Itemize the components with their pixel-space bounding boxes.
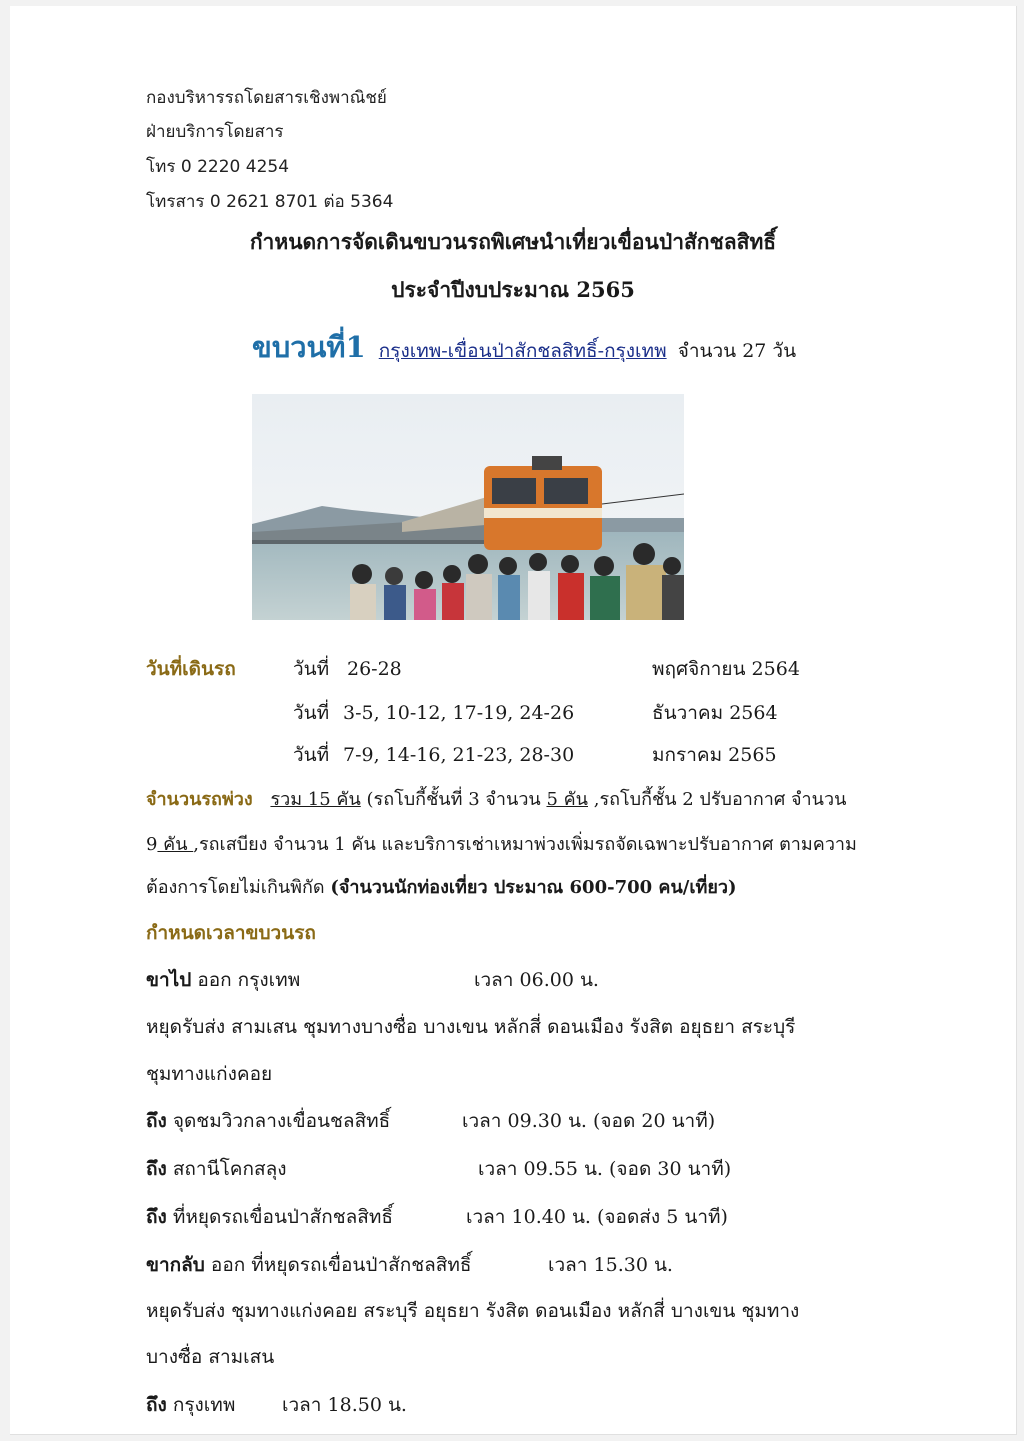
convoy-count: จำนวน 27 วัน — [677, 340, 797, 362]
title-line-2: ประจำปีงบประมาณ 2565 — [391, 277, 635, 302]
train-photo — [252, 394, 684, 620]
schedule-row-2-month: ธันวาคม 2564 — [652, 702, 778, 724]
arrival-3 — [146, 1206, 393, 1229]
arrival-1-place: จุดชมวิวกลางเขื่อนชลสิทธิ์ — [166, 1110, 391, 1132]
schedule-label: วันที่เดินรถ — [146, 658, 236, 680]
outbound-depart — [146, 969, 300, 992]
schedule-row-2-day: วันที่ — [293, 702, 330, 724]
final-place: กรุงเทพ — [166, 1394, 236, 1416]
final-arrival — [146, 1394, 235, 1417]
return-stops-2: บางซื่อ สามเสน — [146, 1346, 275, 1368]
schedule-row-2-dates: 3-5, 10-12, 17-19, 24-26 — [343, 702, 575, 724]
header-org: กองบริหารรถโดยสารเชิงพาณิชย์ — [146, 88, 387, 108]
outbound-time: เวลา 06.00 น. — [474, 969, 599, 991]
cars-text-4: ,รถเสบียง จำนวน 1 คัน และบริการเช่าเหมาพ่วงเพิ่มรถจัดเฉพาะปรับอากาศ ตามความ — [193, 834, 857, 855]
schedule-row-3-dates: 7-9, 14-16, 21-23, 28-30 — [343, 744, 575, 766]
cars-class2-unit: คัน — [157, 834, 194, 855]
timetable-label: กำหนดเวลาขบวนรถ — [146, 922, 316, 944]
arrive-label: ถึง — [146, 1394, 167, 1416]
arrival-1-time: เวลา 09.30 น. (จอด 20 นาที) — [462, 1110, 716, 1132]
arrival-2-place: สถานีโคกสลุง — [166, 1158, 287, 1180]
return-depart — [146, 1254, 471, 1277]
return-origin: ออก ที่หยุดรถเขื่อนป่าสักชลสิทธิ์ — [204, 1254, 472, 1276]
header-fax: โทรสาร 0 2621 8701 ต่อ 5364 — [146, 192, 394, 212]
cars-label: จำนวนรถพ่วง — [146, 789, 253, 810]
outbound-stops-1: หยุดรับส่ง สามเสน ชุมทางบางซื่อ บางเขน หลักสี่ ดอนเมือง รังสิต อยุธยา สระบุรี — [146, 1016, 796, 1038]
header-dept: ฝ่ายบริการโดยสาร — [146, 122, 284, 142]
cars-text-1: (รถโบกี้ชั้นที่ 3 จำนวน — [360, 789, 547, 810]
cars-text-5: ต้องการโดยไม่เกินพิกัด — [146, 877, 331, 898]
outbound-label: ขาไป — [146, 969, 192, 991]
arrival-3-place: ที่หยุดรถเขื่อนป่าสักชลสิทธิ์ — [166, 1206, 394, 1228]
arrival-3-time: เวลา 10.40 น. (จอดส่ง 5 นาที) — [466, 1206, 728, 1228]
cars-line-2 — [146, 834, 857, 856]
final-time: เวลา 18.50 น. — [282, 1394, 407, 1416]
header-phone: โทร 0 2220 4254 — [146, 157, 290, 177]
outbound-origin: ออก กรุงเทพ — [191, 969, 301, 991]
cars-line-1 — [146, 789, 846, 811]
arrival-2-time: เวลา 09.55 น. (จอด 30 นาที) — [478, 1158, 732, 1180]
cars-capacity: (จำนวนนักท่องเที่ยว ประมาณ 600-700 คน/เที่ยว) — [330, 877, 737, 898]
arrival-2 — [146, 1158, 287, 1181]
schedule-row-3-day: วันที่ — [293, 744, 330, 766]
return-label: ขากลับ — [146, 1254, 205, 1276]
arrive-label: ถึง — [146, 1158, 167, 1180]
cars-line-3 — [146, 877, 737, 899]
return-time: เวลา 15.30 น. — [548, 1254, 673, 1276]
arrive-label: ถึง — [146, 1110, 167, 1132]
cars-class2-count: 9 — [146, 834, 158, 855]
document-page — [10, 6, 1017, 1435]
outbound-stops-2: ชุมทางแก่งคอย — [146, 1063, 273, 1085]
schedule-row-1-month: พฤศจิกายน 2564 — [652, 658, 800, 680]
cars-text-2: ,รถโบกี้ชั้น 2 ปรับอากาศ จำนวน — [588, 789, 847, 810]
return-stops-1: หยุดรับส่ง ชุมทางแก่งคอย สระบุรี อยุธยา รังสิต ดอนเมือง หลักสี่ บางเขน ชุมทาง — [146, 1300, 800, 1322]
convoy-heading — [252, 324, 796, 370]
cars-total: รวม 15 คัน — [270, 789, 361, 810]
arrive-label: ถึง — [146, 1206, 167, 1228]
schedule-row-1-dates: 26-28 — [347, 658, 402, 680]
title-line-1: กำหนดการจัดเดินขบวนรถพิเศษนำเที่ยวเขื่อนป่าสักชลสิทธิ์ — [249, 229, 777, 254]
schedule-row-3-month: มกราคม 2565 — [652, 744, 777, 766]
convoy-route: กรุงเทพ-เขื่อนป่าสักชลสิทธิ์-กรุงเทพ — [378, 340, 667, 362]
schedule-row-1-day: วันที่ — [293, 658, 330, 680]
cars-class3-count: 5 คัน — [546, 789, 588, 810]
arrival-1 — [146, 1110, 390, 1133]
convoy-number: ขบวนที่1 — [252, 330, 366, 364]
